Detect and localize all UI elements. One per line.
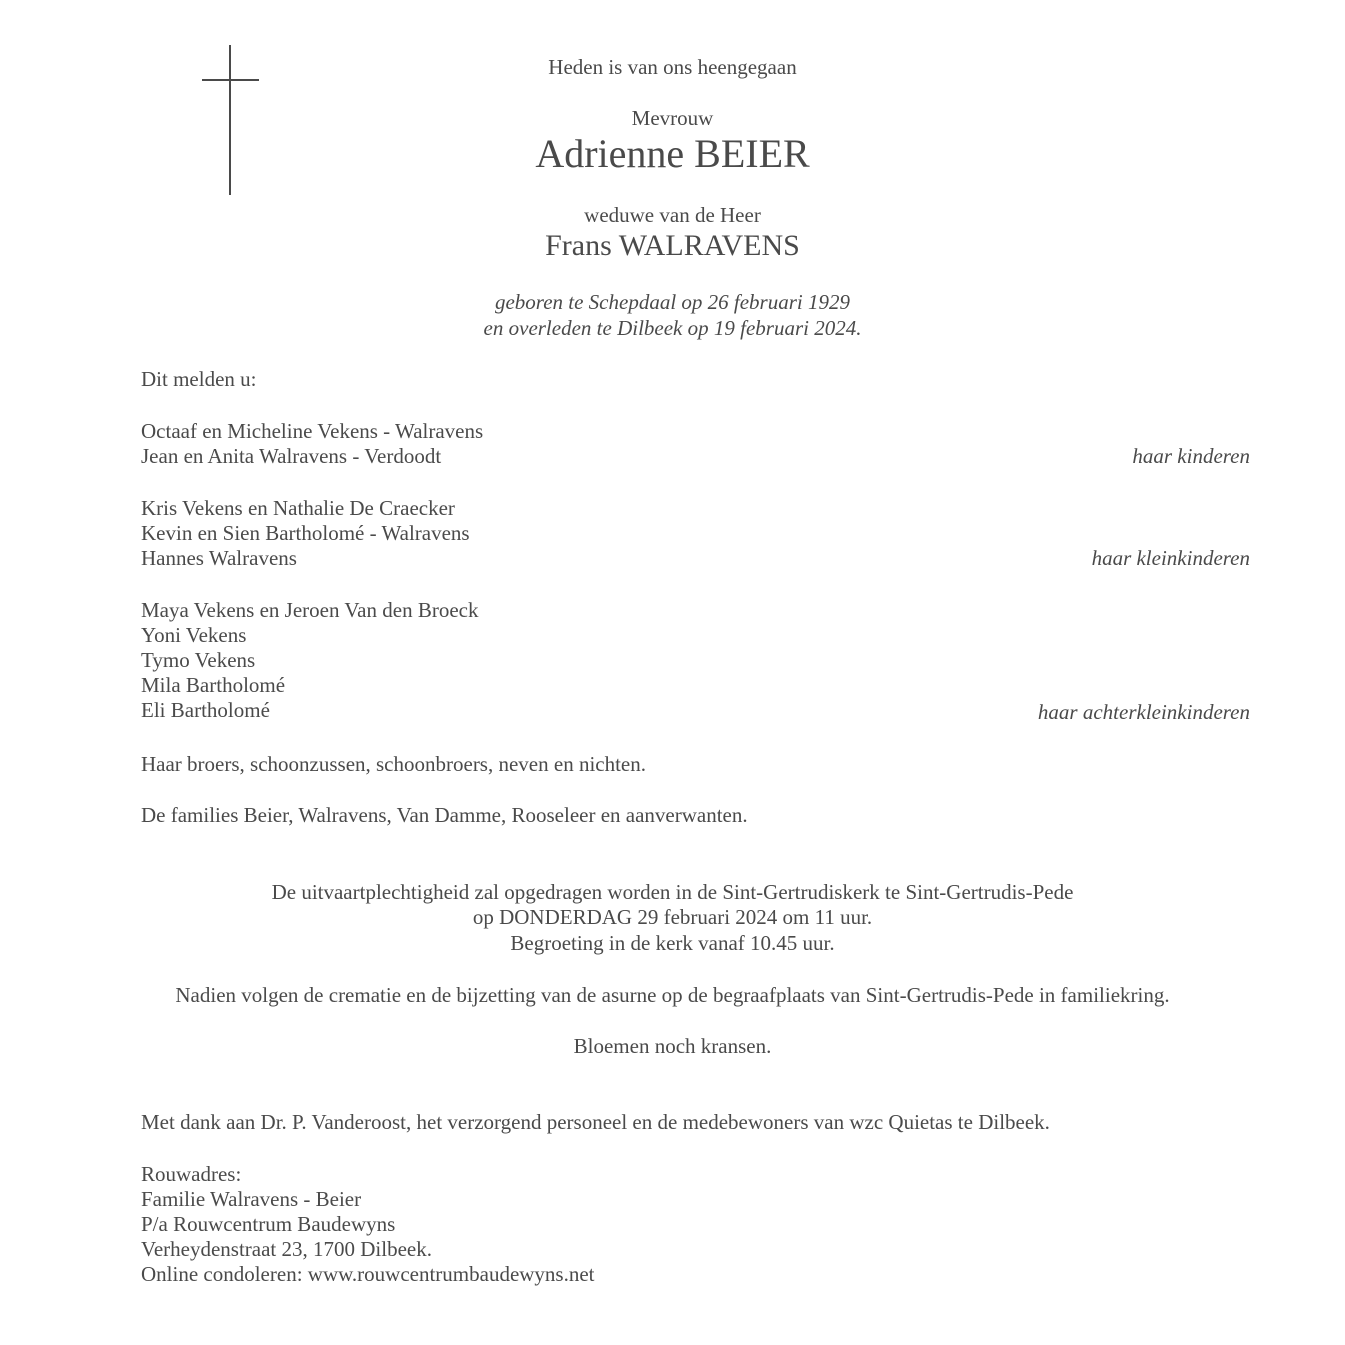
funeral-line-2: op DONDERDAG 29 februari 2024 om 11 uur. xyxy=(472,905,873,929)
grandchildren-label: haar kleinkinderen xyxy=(1091,546,1250,570)
address-block xyxy=(141,1162,595,1287)
list-item: Yoni Vekens xyxy=(141,623,247,647)
relatives-text: Haar broers, schoonzussen, schoonbroers, neven en nichten. xyxy=(141,752,647,776)
list-item: Hannes Walravens xyxy=(141,546,297,570)
list-item: Octaaf en Micheline Vekens - Walravens xyxy=(141,419,484,443)
list-item: Maya Vekens en Jeroen Van den Broeck xyxy=(141,598,479,622)
spouse-name: Frans WALRAVENS xyxy=(545,229,800,262)
children-label: haar kinderen xyxy=(1132,444,1250,468)
cremation-text: Nadien volgen de crematie en de bijzetting van de asurne op de begraafplaats van Sint-Gertrudis-Pede in familiekring. xyxy=(175,983,1170,1007)
intro-text: Heden is van ons heengegaan xyxy=(548,55,797,79)
flowers-text: Bloemen noch kransen. xyxy=(573,1034,772,1058)
address-line: Verheydenstraat 23, 1700 Dilbeek. xyxy=(141,1237,432,1261)
thanks-text: Met dank aan Dr. P. Vanderoost, het verzorgend personeel en de medebewoners van wzc Quietas te Dilbeek. xyxy=(141,1110,1050,1134)
list-item: Kris Vekens en Nathalie De Craecker xyxy=(141,496,455,520)
condolence-link[interactable]: Online condoleren: www.rouwcentrumbaudewyns.net xyxy=(141,1262,595,1286)
deceased-name: Adrienne BEIER xyxy=(535,131,810,176)
title-text: Mevrouw xyxy=(631,106,714,130)
list-item: Eli Bartholomé xyxy=(141,698,270,722)
funeral-line-1: De uitvaartplechtigheid zal opgedragen worden in de Sint-Gertrudiskerk te Sint-Gertrudis-Pede xyxy=(271,880,1074,904)
families-text: De families Beier, Walravens, Van Damme, Rooseleer en aanverwanten. xyxy=(141,803,748,827)
relation-text: weduwe van de Heer xyxy=(584,203,761,227)
died-text: en overleden te Dilbeek op 19 februari 2024. xyxy=(483,316,862,340)
list-item: Kevin en Sien Bartholomé - Walravens xyxy=(141,521,470,545)
grandchildren-list xyxy=(141,496,470,571)
funeral-line-3: Begroeting in de kerk vanaf 10.45 uur. xyxy=(510,931,835,955)
list-item: Tymo Vekens xyxy=(141,648,256,672)
great-grandchildren-list xyxy=(141,598,478,723)
address-line: Familie Walravens - Beier xyxy=(141,1187,362,1211)
list-item: Mila Bartholomé xyxy=(141,673,286,697)
born-text: geboren te Schepdaal op 26 februari 1929 xyxy=(494,290,850,314)
address-label: Rouwadres: xyxy=(141,1162,242,1186)
great-grandchildren-label: haar achterkleinkinderen xyxy=(1037,700,1250,724)
list-item: Jean en Anita Walravens - Verdoodt xyxy=(141,444,442,468)
announcement-intro: Dit melden u: xyxy=(141,367,257,391)
children-list xyxy=(141,419,483,469)
address-line: P/a Rouwcentrum Baudewyns xyxy=(141,1212,396,1236)
